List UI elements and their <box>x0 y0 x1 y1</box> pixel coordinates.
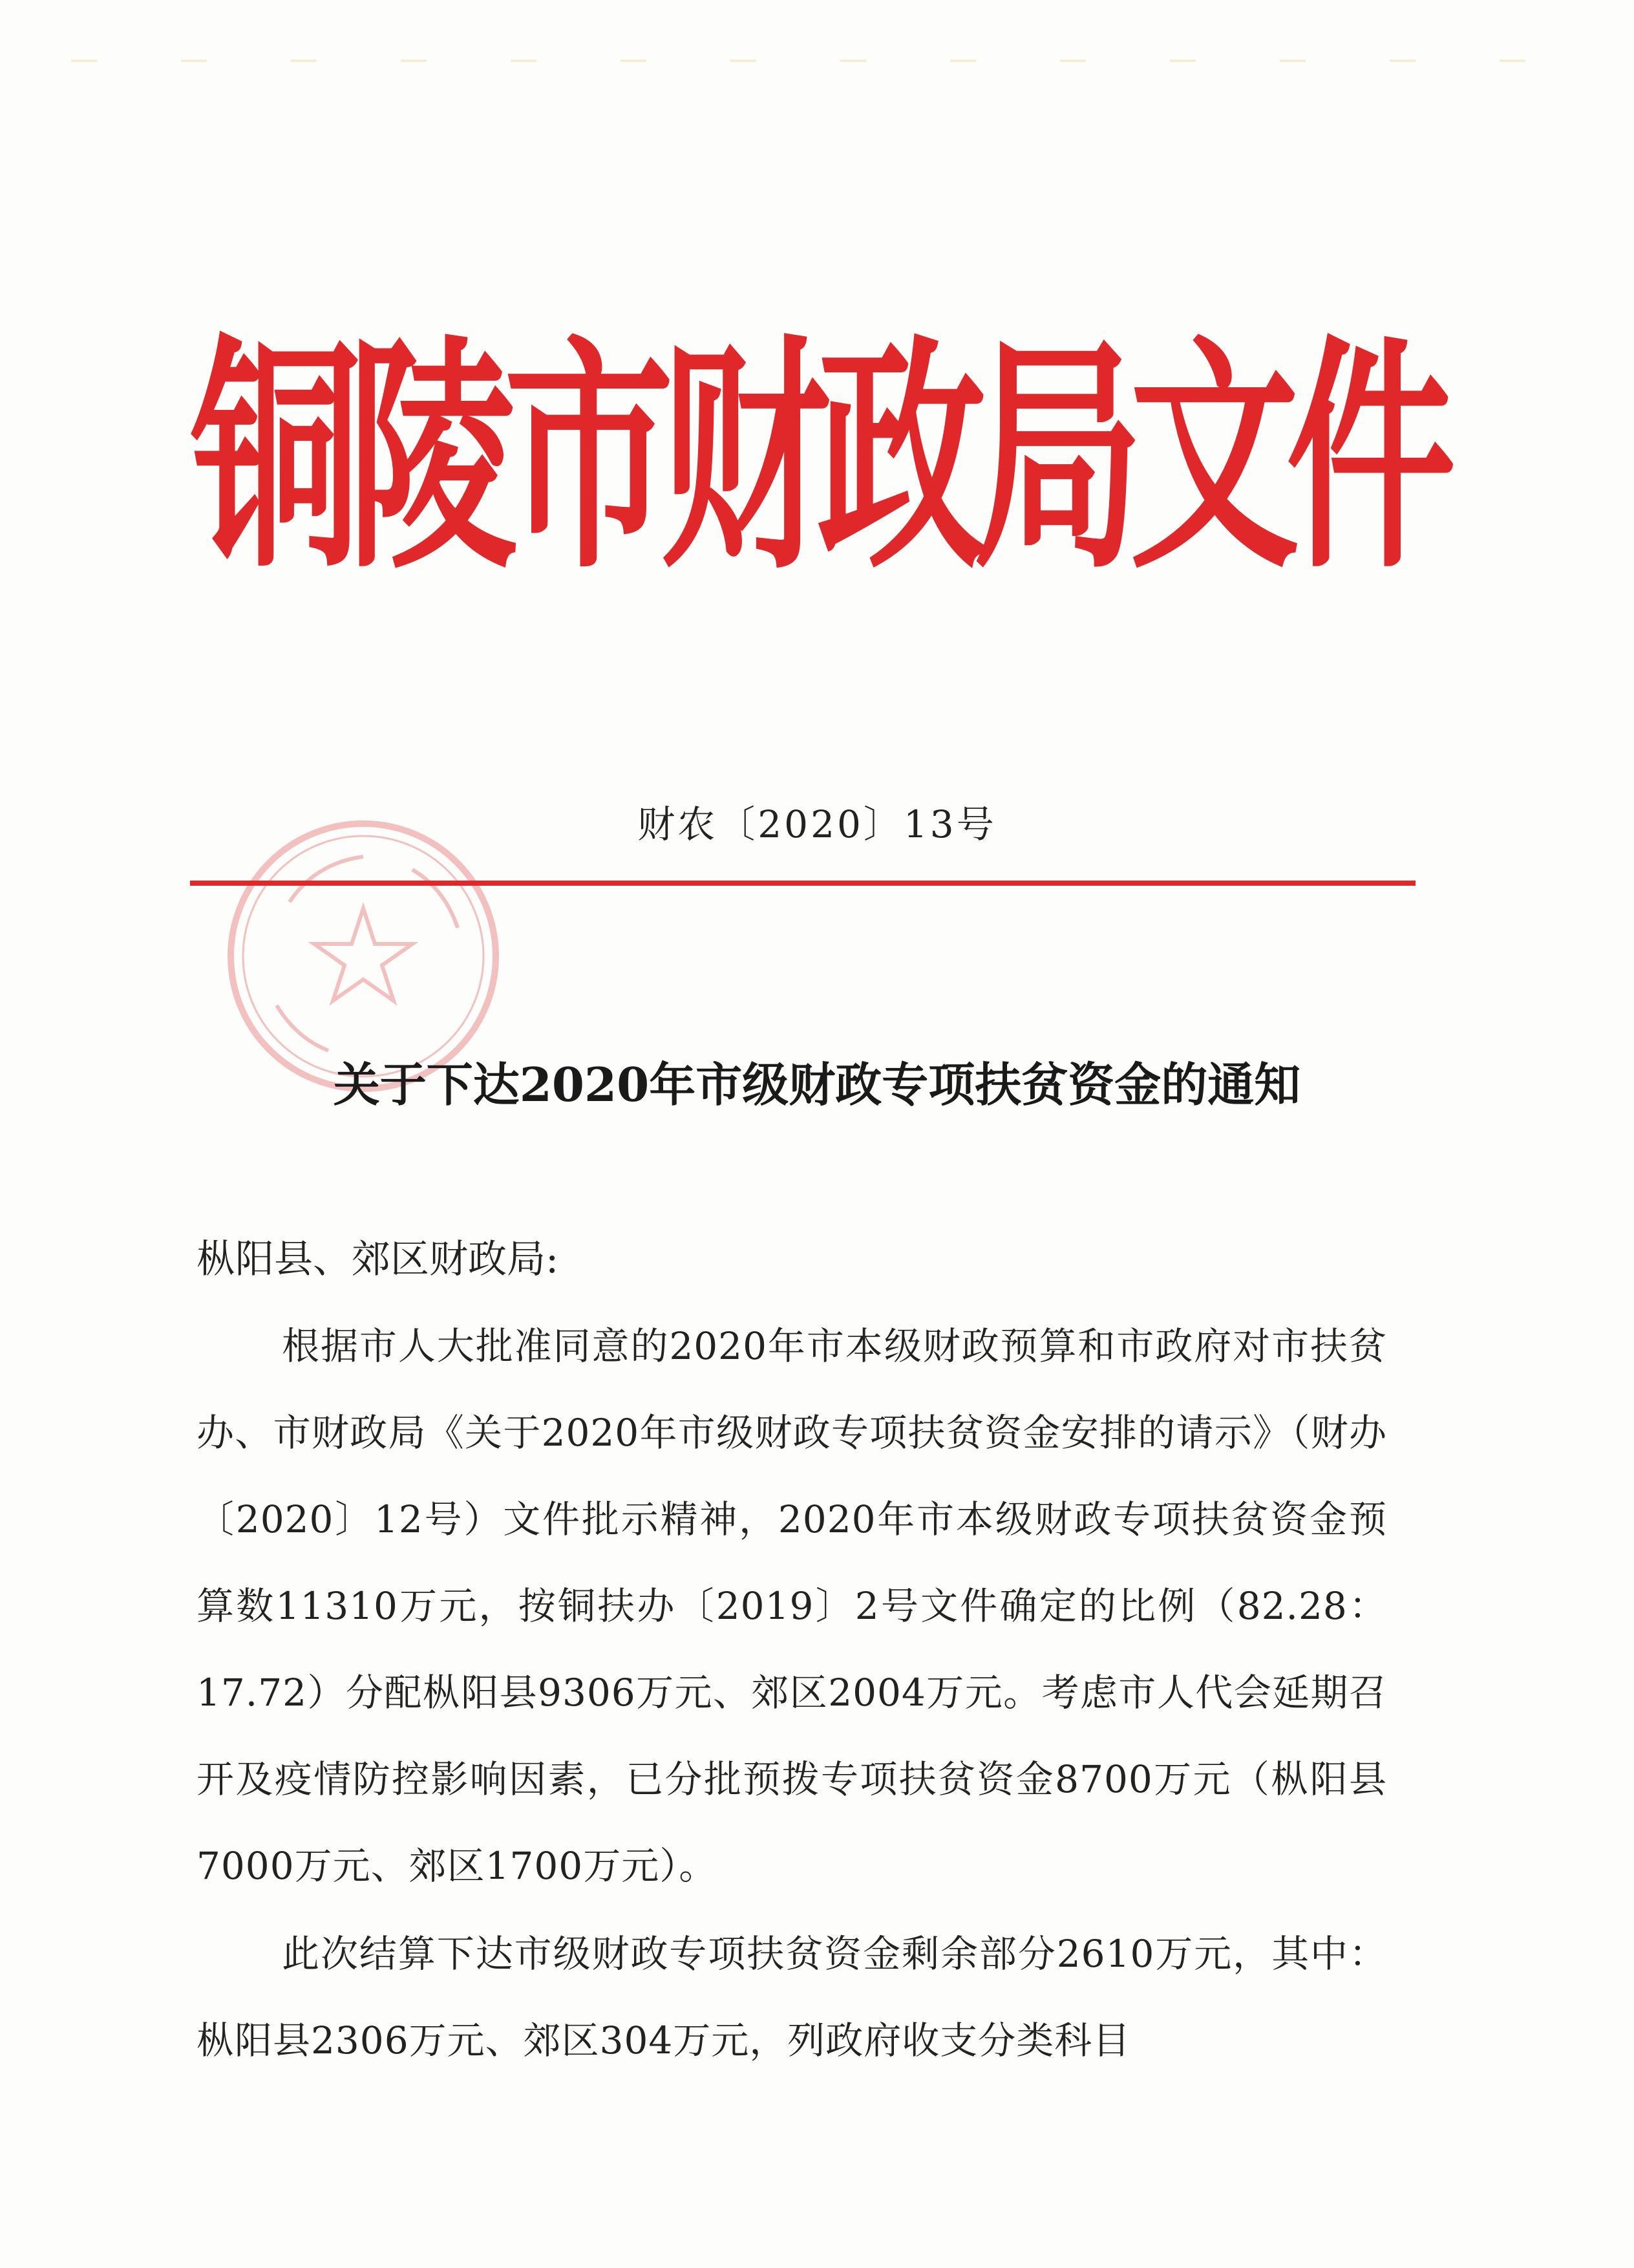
document-masthead: 铜陵市财政局文件 <box>191 316 1443 602</box>
body-paragraph: 此次结算下达市级财政专项扶贫资金剩余部分2610万元，其中：枞阳县2306万元、郊区304万元，列政府收支分类科目 <box>196 1932 1387 2062</box>
document-title: 关于下达2020年市级财政专项扶贫资金的通知 <box>333 1057 1301 1112</box>
scan-artifact-strip <box>71 59 1577 62</box>
document-number: 财农〔2020〕13号 <box>637 802 997 846</box>
body-paragraph: 根据市人大批准同意的2020年市本级财政预算和市政府对市扶贫办、市财政局《关于2020年市级财政专项扶贫资金安排的请示》（财办〔2020〕12号）文件批示精神，2020年市本级财政专项扶贫资金预算数11310万元，按铜扶办〔2019〕2号文件确定的比例（82.28：17.72）分配枞阳县9306万元、郊区2004万元。考虑市人代会延期召开及疫情防控影响因素，已分批预拨专项扶贫资金8700万元（枞阳县7000万元、郊区1700万元）。 <box>196 1324 1387 1888</box>
header-divider <box>190 881 1416 886</box>
salutation: 枞阳县、郊区财政局: <box>196 1237 559 1282</box>
